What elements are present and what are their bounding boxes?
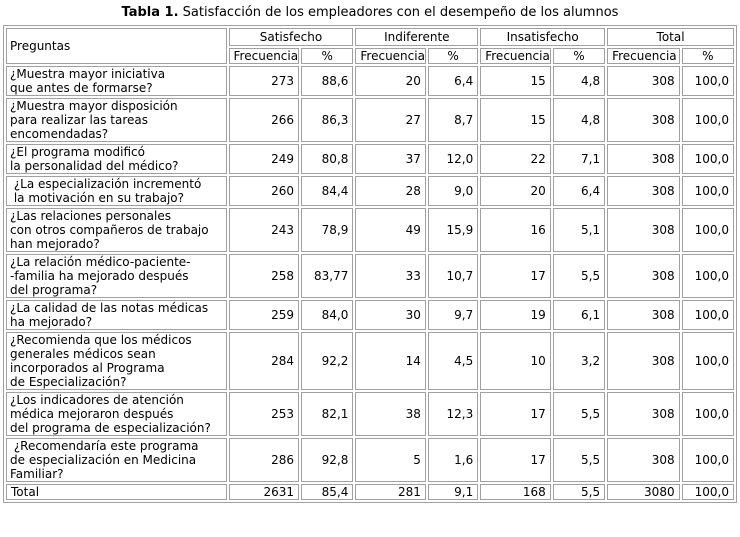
value-cell: 100,0 <box>682 254 734 298</box>
question-line: Familiar? <box>10 467 64 481</box>
question-line: del programa? <box>10 283 98 297</box>
value-cell: 49 <box>355 208 425 252</box>
header-row-groups <box>6 28 734 46</box>
header-group-indiferente: Indiferente <box>355 28 478 46</box>
value-cell: 30 <box>355 300 425 330</box>
header-percent: % <box>553 48 605 64</box>
header-group-total: Total <box>607 28 734 46</box>
value-cell: 9,0 <box>428 176 478 206</box>
table-row <box>6 392 734 436</box>
value-cell: 19 <box>480 300 550 330</box>
header-group-insatisfecho: Insatisfecho <box>480 28 605 46</box>
value-cell: 100,0 <box>682 300 734 330</box>
header-percent: % <box>428 48 478 64</box>
value-cell: 4,8 <box>553 98 605 142</box>
value-cell: 308 <box>607 176 680 206</box>
value-cell: 249 <box>229 144 299 174</box>
value-cell: 83,77 <box>301 254 353 298</box>
value-cell: 17 <box>480 438 550 482</box>
question-line: ha mejorado? <box>10 315 93 329</box>
table-body <box>6 66 734 482</box>
question-cell <box>6 66 227 96</box>
table-header <box>6 28 734 64</box>
total-cell: 9,1 <box>428 484 478 500</box>
value-cell: 308 <box>607 332 680 390</box>
value-cell: 100,0 <box>682 66 734 96</box>
table-footer <box>6 484 734 500</box>
value-cell: 17 <box>480 392 550 436</box>
value-cell: 100,0 <box>682 98 734 142</box>
value-cell: 8,7 <box>428 98 478 142</box>
satisfaction-table <box>3 25 737 503</box>
value-cell: 286 <box>229 438 299 482</box>
header-frecuencia: Frecuencia <box>480 48 550 64</box>
question-cell <box>6 98 227 142</box>
question-line: ¿El programa modificó <box>10 145 145 159</box>
header-group-satisfecho: Satisfecho <box>229 28 354 46</box>
value-cell: 7,1 <box>553 144 605 174</box>
value-cell: 4,8 <box>553 66 605 96</box>
question-cell <box>6 300 227 330</box>
value-cell: 84,4 <box>301 176 353 206</box>
value-cell: 20 <box>355 66 425 96</box>
value-cell: 22 <box>480 144 550 174</box>
question-line: ¿Las relaciones personales <box>10 209 171 223</box>
question-line: de especialización en Medicina <box>10 453 197 467</box>
value-cell: 308 <box>607 144 680 174</box>
question-line: la personalidad del médico? <box>10 159 179 173</box>
value-cell: 88,6 <box>301 66 353 96</box>
value-cell: 9,7 <box>428 300 478 330</box>
total-label: Total <box>6 484 227 500</box>
header-preguntas: Preguntas <box>6 28 227 64</box>
question-line: la motivación en su trabajo? <box>10 191 185 205</box>
question-line: ¿La especialización incrementó <box>10 177 202 191</box>
value-cell: 308 <box>607 66 680 96</box>
question-line: médica mejoraron después <box>10 407 174 421</box>
question-line: ¿La calidad de las notas médicas <box>10 301 209 315</box>
question-line: ¿Los indicadores de atención <box>10 393 184 407</box>
value-cell: 78,9 <box>301 208 353 252</box>
value-cell: 253 <box>229 392 299 436</box>
value-cell: 80,8 <box>301 144 353 174</box>
value-cell: 308 <box>607 208 680 252</box>
caption-label: Tabla 1. <box>121 5 179 20</box>
table-row <box>6 254 734 298</box>
table-row <box>6 208 734 252</box>
table-row <box>6 66 734 96</box>
value-cell: 5,5 <box>553 392 605 436</box>
question-line: ¿Recomienda que los médicos <box>10 333 192 347</box>
question-line: que antes de formarse? <box>10 81 153 95</box>
table-row <box>6 300 734 330</box>
value-cell: 92,2 <box>301 332 353 390</box>
table-row <box>6 438 734 482</box>
question-line: generales médicos sean <box>10 347 156 361</box>
total-cell: 168 <box>480 484 550 500</box>
total-cell: 85,4 <box>301 484 353 500</box>
value-cell: 14 <box>355 332 425 390</box>
question-line: -familia ha mejorado después <box>10 269 189 283</box>
table-row <box>6 332 734 390</box>
value-cell: 100,0 <box>682 332 734 390</box>
question-line: del programa de especialización? <box>10 421 211 435</box>
value-cell: 28 <box>355 176 425 206</box>
value-cell: 92,8 <box>301 438 353 482</box>
value-cell: 33 <box>355 254 425 298</box>
table-row <box>6 98 734 142</box>
value-cell: 308 <box>607 392 680 436</box>
value-cell: 82,1 <box>301 392 353 436</box>
question-cell <box>6 392 227 436</box>
value-cell: 100,0 <box>682 392 734 436</box>
question-cell <box>6 438 227 482</box>
value-cell: 308 <box>607 254 680 298</box>
value-cell: 38 <box>355 392 425 436</box>
value-cell: 3,2 <box>553 332 605 390</box>
value-cell: 273 <box>229 66 299 96</box>
question-line: ¿Recomendaría este programa <box>10 439 199 453</box>
value-cell: 100,0 <box>682 208 734 252</box>
total-cell: 281 <box>355 484 425 500</box>
value-cell: 17 <box>480 254 550 298</box>
table-row <box>6 176 734 206</box>
value-cell: 100,0 <box>682 144 734 174</box>
value-cell: 12,0 <box>428 144 478 174</box>
value-cell: 5,5 <box>553 438 605 482</box>
value-cell: 37 <box>355 144 425 174</box>
value-cell: 10 <box>480 332 550 390</box>
value-cell: 27 <box>355 98 425 142</box>
value-cell: 16 <box>480 208 550 252</box>
value-cell: 1,6 <box>428 438 478 482</box>
table-row <box>6 144 734 174</box>
question-cell <box>6 332 227 390</box>
value-cell: 258 <box>229 254 299 298</box>
question-line: incorporados al Programa <box>10 361 165 375</box>
value-cell: 86,3 <box>301 98 353 142</box>
value-cell: 15,9 <box>428 208 478 252</box>
value-cell: 5,5 <box>553 254 605 298</box>
value-cell: 84,0 <box>301 300 353 330</box>
question-cell <box>6 208 227 252</box>
header-frecuencia: Frecuencia <box>607 48 680 64</box>
value-cell: 308 <box>607 438 680 482</box>
value-cell: 20 <box>480 176 550 206</box>
value-cell: 266 <box>229 98 299 142</box>
header-frecuencia: Frecuencia <box>355 48 425 64</box>
question-line: de Especialización? <box>10 375 127 389</box>
question-cell <box>6 144 227 174</box>
value-cell: 15 <box>480 66 550 96</box>
value-cell: 15 <box>480 98 550 142</box>
question-cell <box>6 254 227 298</box>
value-cell: 308 <box>607 98 680 142</box>
value-cell: 12,3 <box>428 392 478 436</box>
question-line: para realizar las tareas <box>10 113 149 127</box>
value-cell: 260 <box>229 176 299 206</box>
value-cell: 259 <box>229 300 299 330</box>
caption-text: Satisfacción de los empleadores con el desempeño de los alumnos <box>178 5 619 20</box>
value-cell: 6,1 <box>553 300 605 330</box>
total-cell: 5,5 <box>553 484 605 500</box>
question-cell <box>6 176 227 206</box>
question-line: han mejorado? <box>10 237 100 251</box>
value-cell: 5 <box>355 438 425 482</box>
total-row <box>6 484 734 500</box>
question-line: ¿Muestra mayor iniciativa <box>10 67 166 81</box>
header-frecuencia: Frecuencia <box>229 48 299 64</box>
value-cell: 4,5 <box>428 332 478 390</box>
total-cell: 2631 <box>229 484 299 500</box>
total-cell: 100,0 <box>682 484 734 500</box>
question-line: ¿Muestra mayor disposición <box>10 99 178 113</box>
total-cell: 3080 <box>607 484 680 500</box>
table-caption <box>0 1 740 25</box>
question-line: encomendadas? <box>10 127 109 141</box>
value-cell: 6,4 <box>553 176 605 206</box>
value-cell: 5,1 <box>553 208 605 252</box>
value-cell: 10,7 <box>428 254 478 298</box>
value-cell: 308 <box>607 300 680 330</box>
question-line: con otros compañeros de trabajo <box>10 223 209 237</box>
value-cell: 6,4 <box>428 66 478 96</box>
value-cell: 100,0 <box>682 176 734 206</box>
value-cell: 100,0 <box>682 438 734 482</box>
header-percent: % <box>682 48 734 64</box>
question-line: ¿La relación médico-paciente- <box>10 255 191 269</box>
header-percent: % <box>301 48 353 64</box>
value-cell: 243 <box>229 208 299 252</box>
value-cell: 284 <box>229 332 299 390</box>
